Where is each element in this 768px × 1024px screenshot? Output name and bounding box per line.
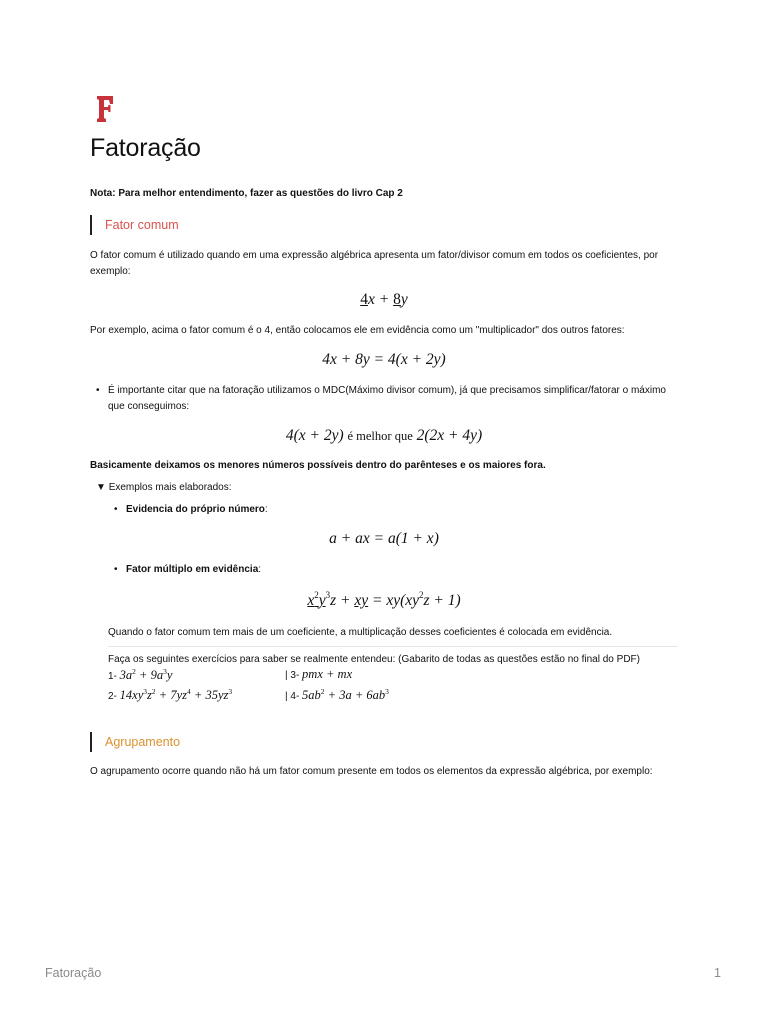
eq3-left: 4(x + 2y)	[285, 427, 344, 444]
multi-coef-note: Quando o fator comum tem mais de um coeficiente, a multiplicação desses coeficientes é colocada em evidência.	[108, 627, 613, 638]
bullet-dot: •	[114, 564, 118, 575]
exercise-2-label: 2-	[108, 691, 120, 702]
sub-bullet-own-number-label: Evidencia do próprio número	[126, 504, 265, 515]
eq3-mid: é melhor que	[347, 429, 413, 443]
eq5-rhs: = xy(xy	[368, 592, 420, 609]
exercise-3-math: pmx + mx	[302, 667, 353, 681]
exercise-intro: Faça os seguintes exercícios para saber se realmente entendeu: (Gabarito de todas as questões estão no final do PDF)	[108, 654, 640, 665]
bullet-dot: •	[114, 504, 118, 515]
footer-page-number: 1	[714, 966, 721, 980]
exercise-4-math: $5ab^2 + 3a + 6ab^3$	[302, 687, 389, 702]
eq5-end: z + 1)	[423, 592, 461, 609]
sub-bullet-colon: :	[258, 564, 262, 575]
equation-4x-8y	[0, 291, 768, 309]
eq1-coef-8: 8	[393, 291, 401, 308]
exercise-2-math: $14xy^3z^2 + 7yz^4 + 35yz^3$	[119, 687, 233, 702]
sub-bullet-colon: :	[264, 504, 268, 515]
summary-text: Basicamente deixamos os menores números possíveis dentro do parênteses e os maiores fora.	[90, 460, 546, 471]
divider	[108, 646, 678, 647]
examples-toggle[interactable]	[96, 482, 232, 493]
toggle-label: Exemplos mais elaborados:	[108, 482, 232, 493]
exercise-1-label: 1-	[108, 671, 120, 682]
bullet-dot: •	[96, 385, 100, 396]
mdc-bullet-line-1: É importante citar que na fatoração utilizamos o MDC(Máximo divisor comum), já que precisamos simplificar/fatorar o máximo	[108, 385, 666, 396]
sub-bullet-multiple-factor	[114, 562, 262, 578]
note-text: Nota: Para melhor entendimento, fazer as questões do livro Cap 2	[90, 188, 403, 199]
mdc-bullet-line-2: que conseguimos:	[108, 401, 190, 412]
exercise-1-math: $3a^2 + 9a^3y$	[119, 667, 173, 682]
exercise-4-label: | 4-	[285, 691, 303, 702]
footer-title: Fatoração	[45, 966, 102, 980]
explain-paragraph: Por exemplo, acima o fator comum é o 4, então colocamos ele em evidência como um "multiplicador" dos outros fatores:	[90, 325, 625, 336]
exercise-4	[285, 687, 389, 703]
equation-comparison	[0, 427, 768, 445]
notion-f-logo-icon	[96, 95, 114, 123]
exercise-2	[108, 687, 232, 703]
toggle-triangle-icon: ▼	[96, 482, 106, 493]
mdc-bullet	[96, 383, 666, 415]
agrupamento-intro: O agrupamento ocorre quando não há um fator comum presente em todos os elementos da expressão algébrica, por exemplo:	[90, 766, 653, 777]
sub-bullet-multiple-factor-label: Fator múltiplo em evidência	[126, 564, 259, 575]
intro-paragraph-line-2: exemplo:	[90, 266, 131, 277]
eq1-coef-4: 4	[360, 291, 368, 308]
eq1-x-term: x +	[368, 291, 394, 308]
intro-paragraph-line-1: O fator comum é utilizado quando em uma expressão algébrica apresenta um fator/divisor comum em todos os coeficientes, por	[90, 250, 659, 261]
exercise-3-label: | 3-	[285, 670, 303, 681]
sub-bullet-own-number	[114, 502, 268, 518]
section-heading-agrupamento: Agrupamento	[90, 732, 180, 752]
eq1-y-term: y	[400, 291, 408, 308]
section-heading-fator-comum: Fator comum	[90, 215, 179, 235]
equation-factored: 4x + 8y = 4(x + 2y)	[322, 351, 446, 368]
equation-a-ax: a + ax = a(1 + x)	[329, 530, 439, 547]
exercise-1	[108, 667, 172, 683]
exercise-3	[285, 667, 352, 682]
equation-xy-factor: $x^2y^3z$ + xy = $xy(xy^2z + 1)$	[307, 590, 461, 609]
page-title: Fatoração	[90, 134, 201, 162]
eq3-right: 2(2x + 4y)	[416, 427, 483, 444]
